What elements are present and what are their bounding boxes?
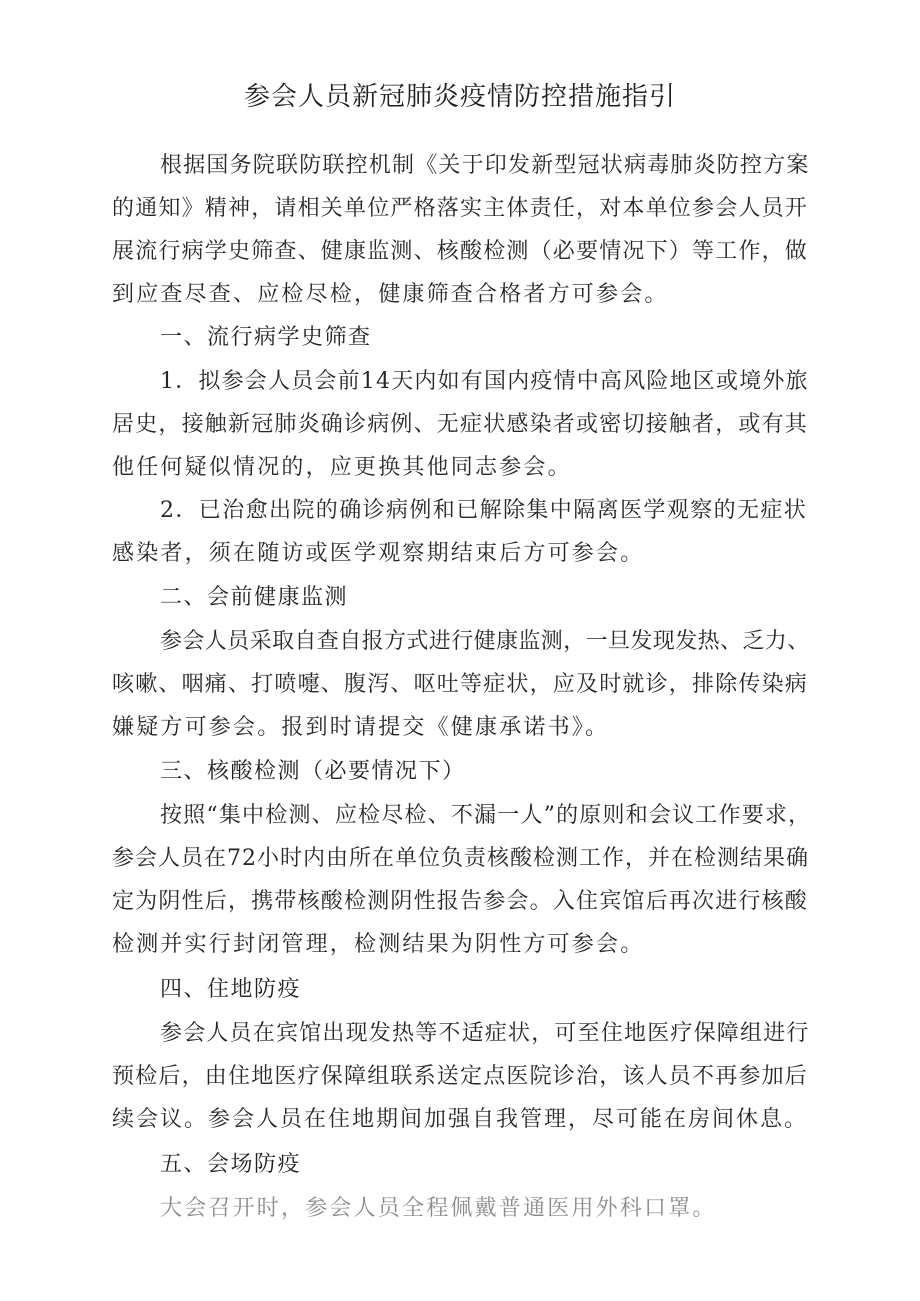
intro-line: 根据国务院联防联控机制《关于印发新型冠状病毒肺炎防控方案 [160, 153, 810, 178]
section-line: 感染者，须在随访或医学观察期结束后方可参会。 [112, 541, 645, 566]
section-line: 按照“集中检测、应检尽检、不漏一人”的原则和会议工作要求， [160, 803, 812, 828]
section-line: 参会人员在72小时内由所在单位负责核酸检测工作，并在检测结果确 [112, 846, 809, 871]
document-title: 参会人员新冠肺炎疫情防控措施指引 [243, 82, 676, 112]
intro-line: 到应查尽查、应检尽检，健康筛查合格者方可参会。 [112, 282, 669, 307]
section-line: 参会人员采取自查自报方式进行健康监测，一旦发现发热、乏力、 [160, 629, 810, 654]
section-line: 检测并实行封闭管理，检测结果为阴性方可参会。 [112, 932, 645, 957]
section-line: 他任何疑似情况的，应更换其他同志参会。 [112, 455, 572, 480]
section-heading: 一、流行病学史筛查 [160, 325, 372, 350]
section-line: 嫌疑方可参会。报到时请提交《健康承诺书》。 [112, 715, 610, 740]
section-line: 居史，接触新冠肺炎确诊病例、无症状感染者或密切接触者，或有其 [112, 412, 809, 437]
section-line: 大会召开时，参会人员全程佩戴普通医用外科口罩。 [160, 1196, 717, 1221]
intro-line: 展流行病学史筛查、健康监测、核酸检测（必要情况下）等工作，做 [112, 239, 809, 264]
section-line: 2．已治愈出院的确诊病例和已解除集中隔离医学观察的无症状 [160, 498, 808, 523]
section-heading: 三、核酸检测（必要情况下） [160, 759, 466, 784]
intro-line: 的通知》精神，请相关单位严格落实主体责任，对本单位参会人员开 [112, 196, 809, 221]
section-line: 续会议。参会人员在住地期间加强自我管理，尽可能在房间休息。 [112, 1107, 809, 1132]
section-line: 1．拟参会人员会前14天内如有国内疫情中高风险地区或境外旅 [160, 369, 809, 394]
section-heading: 四、住地防疫 [160, 977, 302, 1002]
section-line: 咳嗽、咽痛、打喷嚏、腹泻、呕吐等症状，应及时就诊，排除传染病 [112, 672, 809, 697]
section-line: 定为阴性后，携带核酸检测阴性报告参会。入住宾馆后再次进行核酸 [112, 889, 809, 914]
section-heading: 五、会场防疫 [160, 1152, 302, 1177]
section-heading: 二、会前健康监测 [160, 585, 349, 610]
section-line: 预检后，由住地医疗保障组联系送定点医院诊治，该人员不再参加后 [112, 1064, 809, 1089]
section-line: 参会人员在宾馆出现发热等不适症状，可至住地医疗保障组进行 [160, 1021, 810, 1046]
